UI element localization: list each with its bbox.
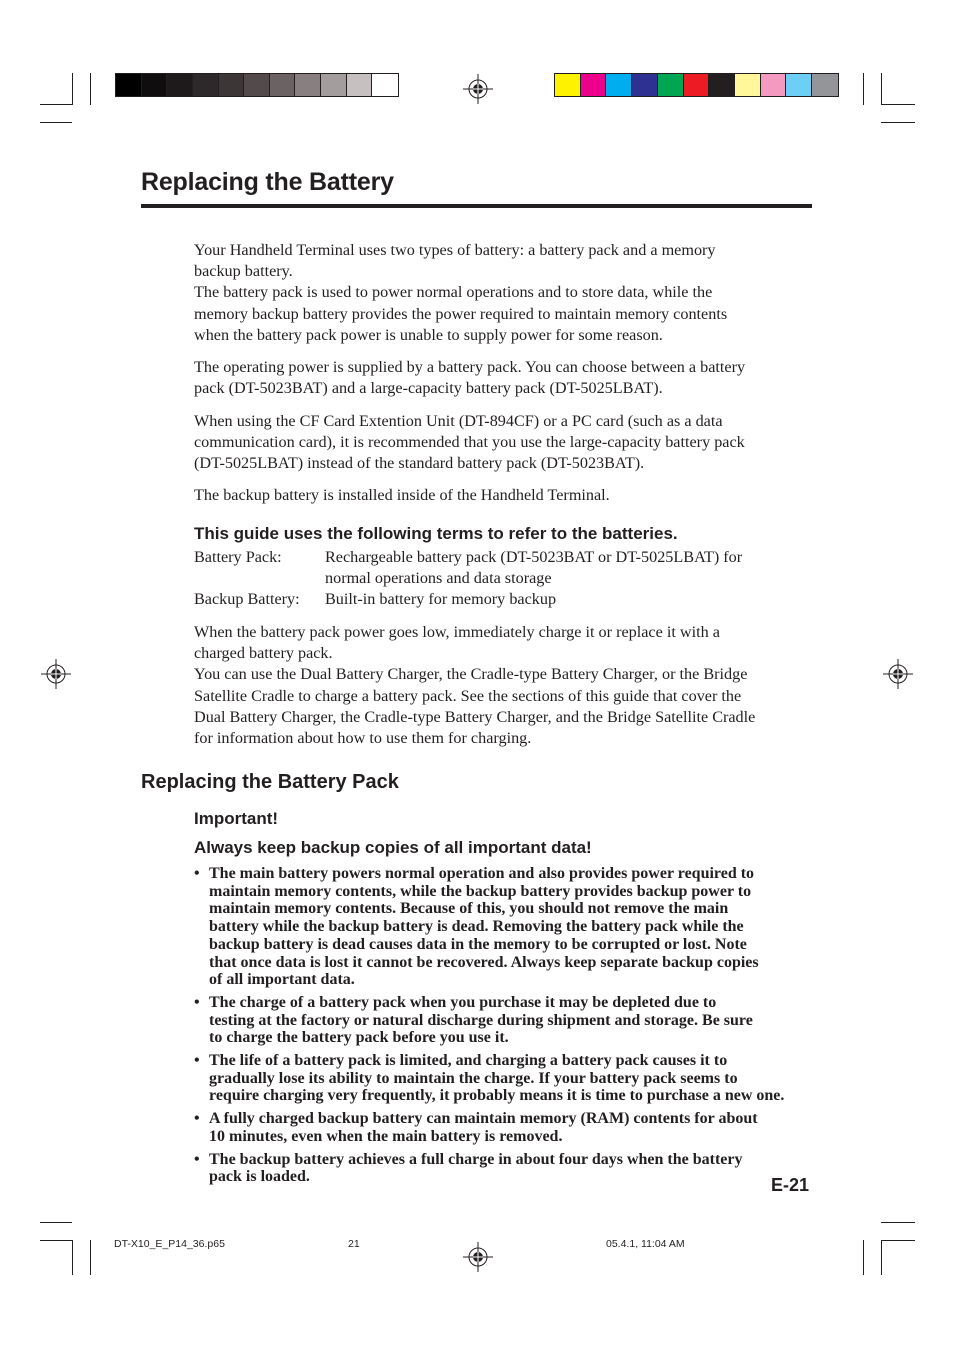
- text-line: A fully charged backup battery can maintain memory (RAM) contents for about: [209, 1110, 758, 1128]
- terms-list: [194, 547, 814, 611]
- text-line: The main battery powers normal operation and also provides power required to: [209, 865, 755, 882]
- color-scale-bar: [554, 73, 839, 97]
- text-line: require charging very frequently, it probably means it is time to purchase a new one.: [209, 1087, 785, 1105]
- text-line: testing at the factory or natural discharge during shipment and storage. Be sure: [209, 1011, 753, 1029]
- color-swatch: [167, 74, 193, 96]
- registration-mark-icon: [463, 1242, 493, 1272]
- crop-mark: [881, 122, 915, 123]
- text-line: gradually lose its ability to maintain the charge. If your battery pack seems to: [209, 1069, 738, 1087]
- color-swatch: [812, 74, 838, 96]
- text-line: memory backup battery provides the power required to maintain memory contents: [194, 304, 728, 323]
- registration-mark-icon: [883, 659, 913, 689]
- text-line: normal operations and data storage: [325, 569, 552, 588]
- crop-mark: [40, 1222, 72, 1223]
- bullet-item: [194, 1052, 819, 1105]
- crop-mark: [40, 1240, 72, 1241]
- title-rule: [141, 204, 812, 208]
- text-line: You can use the Dual Battery Charger, the Cradle-type Battery Charger, or the Bridge: [194, 665, 748, 684]
- section-title: Replacing the Battery Pack: [141, 771, 399, 793]
- text-line: to charge the battery pack before you use it.: [209, 1029, 509, 1047]
- crop-mark: [40, 122, 72, 123]
- bullet-item: [194, 1151, 819, 1186]
- color-swatch: [606, 74, 632, 96]
- color-swatch: [735, 74, 761, 96]
- important-label: Important!: [194, 809, 279, 828]
- crop-mark: [881, 1240, 882, 1275]
- paragraph: [194, 357, 814, 399]
- text-line: Built-in battery for memory backup: [325, 590, 557, 609]
- bullet-icon: •: [194, 993, 200, 1011]
- text-line: The operating power is supplied by a battery pack. You can choose between a battery: [194, 358, 746, 376]
- crop-mark: [881, 104, 915, 105]
- text-line: for information about how to use them for charging.: [194, 729, 532, 748]
- footer-page: 21: [348, 1238, 360, 1250]
- color-swatch: [270, 74, 296, 96]
- color-swatch: [786, 74, 812, 96]
- text-line: The backup battery achieves a full charge in about four days when the battery: [209, 1150, 743, 1168]
- paragraph: [194, 485, 814, 506]
- crop-mark: [90, 1240, 91, 1275]
- term-description: [325, 589, 814, 610]
- text-line: The battery pack is used to power normal operations and to store data, while the: [194, 283, 713, 302]
- text-line: that once data is lost it cannot be recovered. Always keep separate backup copies: [209, 953, 759, 971]
- text-line: communication card), it is recommended that you use the large-capacity battery pack: [194, 433, 745, 452]
- text-line: The life of a battery pack is limited, and charging a battery pack causes it to: [209, 1052, 728, 1070]
- bullet-item: [194, 1110, 819, 1145]
- footer-file: DT-X10_E_P14_36.p65: [114, 1238, 225, 1250]
- text-line: When using the CF Card Extention Unit (DT-894CF) or a PC card (such as a data: [194, 412, 723, 430]
- text-line: The backup battery is installed inside of the Handheld Terminal.: [194, 486, 610, 504]
- bullet-icon: •: [194, 1110, 200, 1128]
- color-swatch: [684, 74, 710, 96]
- text-line: battery while the backup battery is dead. Removing the battery pack while the: [209, 918, 744, 936]
- bullet-list: [194, 865, 819, 1191]
- color-swatch: [193, 74, 219, 96]
- text-line: of all important data.: [209, 971, 355, 989]
- text-line: when the battery pack power is unable to supply power for some reason.: [194, 325, 663, 344]
- paragraph: [194, 240, 814, 346]
- text-line: pack (DT-5023BAT) and a large-capacity battery pack (DT-5025LBAT).: [194, 379, 663, 398]
- color-swatch: [555, 74, 581, 96]
- color-swatch: [581, 74, 607, 96]
- text-line: backup battery.: [194, 262, 293, 281]
- text-line: Satellite Cradle to charge a battery pack. See the sections of this guide that cover the: [194, 686, 742, 705]
- term-label: Backup Battery:: [194, 590, 300, 609]
- color-swatch: [219, 74, 245, 96]
- crop-mark: [881, 1222, 915, 1223]
- text-line: Dual Battery Charger, the Cradle-type Battery Charger, and the Bridge Satellite Cradle: [194, 707, 756, 726]
- crop-mark: [40, 104, 72, 105]
- color-swatch: [142, 74, 168, 96]
- color-swatch: [632, 74, 658, 96]
- crop-mark: [863, 1240, 864, 1275]
- text-line: Rechargeable battery pack (DT-5023BAT or DT-5025LBAT) for: [325, 548, 743, 566]
- registration-mark-icon: [463, 74, 493, 104]
- color-swatch: [372, 74, 398, 96]
- text-line: 10 minutes, even when the main battery is removed.: [209, 1127, 563, 1145]
- crop-mark: [90, 73, 91, 105]
- important-heading: Always keep backup copies of all important data!: [194, 838, 592, 857]
- crop-mark: [881, 73, 882, 105]
- crop-mark: [72, 73, 73, 105]
- bullet-item: [194, 994, 819, 1047]
- text-line: charged battery pack.: [194, 644, 333, 663]
- term-row: [194, 589, 814, 610]
- term-row: [194, 547, 814, 589]
- text-line: (DT-5025LBAT) instead of the standard battery pack (DT-5023BAT).: [194, 454, 645, 473]
- color-swatch: [244, 74, 270, 96]
- text-line: maintain memory contents. Because of this, you should not remove the main: [209, 900, 729, 918]
- color-swatch: [761, 74, 787, 96]
- color-swatch: [658, 74, 684, 96]
- color-swatch: [321, 74, 347, 96]
- text-line: Your Handheld Terminal uses two types of battery: a battery pack and a memory: [194, 241, 716, 259]
- color-swatch: [295, 74, 321, 96]
- registration-mark-icon: [41, 659, 71, 689]
- footer-datetime: 05.4.1, 11:04 AM: [606, 1238, 685, 1250]
- text-line: When the battery pack power goes low, immediately charge it or replace it with a: [194, 623, 720, 641]
- paragraph: [194, 622, 814, 749]
- color-swatch: [709, 74, 735, 96]
- color-swatch: [347, 74, 373, 96]
- text-line: pack is loaded.: [209, 1168, 310, 1186]
- bullet-icon: •: [194, 1052, 200, 1070]
- text-line: The charge of a battery pack when you purchase it may be depleted due to: [209, 993, 717, 1011]
- text-line: maintain memory contents, while the backup battery provides backup power to: [209, 882, 752, 900]
- text-line: backup battery is dead causes data in the memory to be corrupted or lost. Note: [209, 935, 747, 953]
- terms-heading: This guide uses the following terms to refer to the batteries.: [194, 524, 678, 543]
- term-label: Battery Pack:: [194, 548, 282, 566]
- gray-scale-bar: [115, 73, 399, 97]
- crop-mark: [863, 73, 864, 105]
- bullet-icon: •: [194, 1150, 200, 1168]
- page-number: E-21: [771, 1175, 810, 1195]
- crop-mark: [72, 1240, 73, 1275]
- term-description: [325, 547, 814, 589]
- paragraph: [194, 411, 814, 475]
- bullet-icon: •: [194, 865, 200, 882]
- bullet-item: [194, 865, 819, 989]
- crop-mark: [881, 1240, 915, 1241]
- color-swatch: [116, 74, 142, 96]
- page-title: Replacing the Battery: [141, 168, 394, 196]
